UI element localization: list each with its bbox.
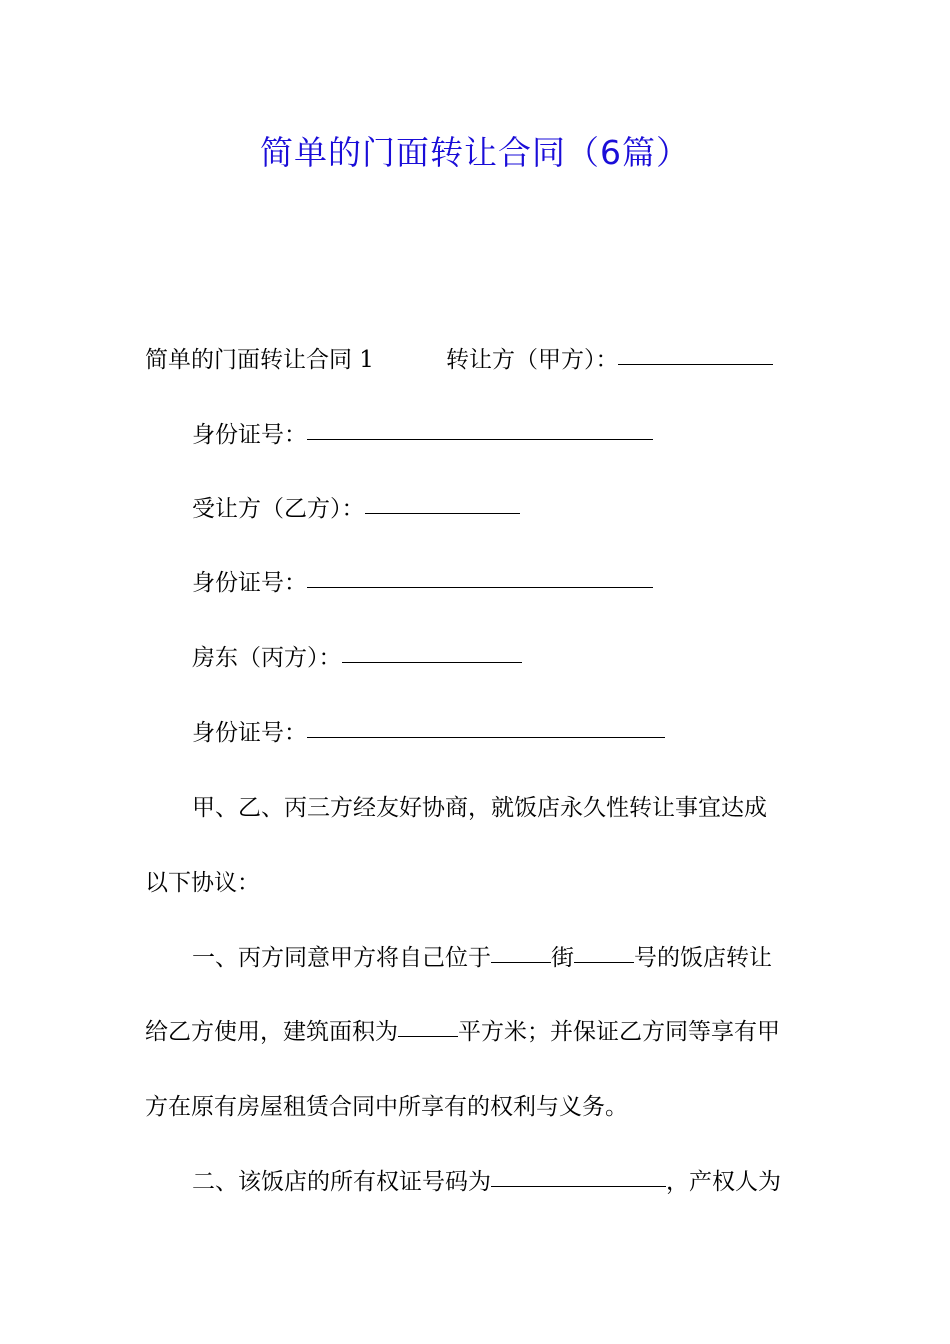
id-label-2: 身份证号： [192,570,307,596]
intro-line-2: 以下协议： [145,870,260,896]
id-label-1: 身份证号： [192,422,307,448]
transferee-blank[interactable] [365,512,520,514]
section-heading: 简单的门面转让合同 1 [145,347,374,373]
article-1-text-c: 号的饭店转让 [634,945,772,971]
article-2-text-b: ，产权人为 [666,1169,781,1195]
article-1-text-e: 平方米；并保证乙方同等享有甲 [458,1019,780,1045]
article-1-line-1 [192,941,812,975]
landlord-blank[interactable] [342,661,522,663]
transferor-label: 转让方（甲方）： [445,347,619,373]
street-blank[interactable] [491,961,551,963]
intro-line-1: 甲、乙、丙三方经友好协商，就饭店永久性转让事宜达成 [192,795,767,821]
article-1-text-d: 给乙方使用，建筑面积为 [145,1019,398,1045]
id-blank-2[interactable] [307,586,653,588]
article-1-text-a: 一、丙方同意甲方将自己位于 [192,945,491,971]
transferee-line [192,492,812,526]
id-blank-3[interactable] [307,736,665,738]
transferor-blank[interactable] [618,363,773,365]
article-2-line-1 [192,1165,812,1199]
article-1-text-b: 街 [551,945,574,971]
id-line-1 [192,418,812,452]
id-label-3: 身份证号： [192,720,307,746]
transferee-label: 受让方（乙方）： [192,496,365,522]
article-1-line-2 [145,1015,810,1049]
id-line-3 [192,716,812,750]
area-blank[interactable] [398,1035,458,1037]
number-blank[interactable] [574,961,634,963]
id-line-2 [192,566,812,600]
id-blank-1[interactable] [307,438,653,440]
certificate-blank[interactable] [491,1185,666,1187]
landlord-label: 房东（丙方）： [192,645,342,671]
landlord-line [192,641,812,675]
document-title: 简单的门面转让合同（6篇） [260,133,690,172]
article-2-text-a: 二、该饭店的所有权证号码为 [192,1169,491,1195]
article-1-line-3: 方在原有房屋租赁合同中所享有的权利与义务。 [145,1094,628,1120]
heading-line [145,343,810,377]
